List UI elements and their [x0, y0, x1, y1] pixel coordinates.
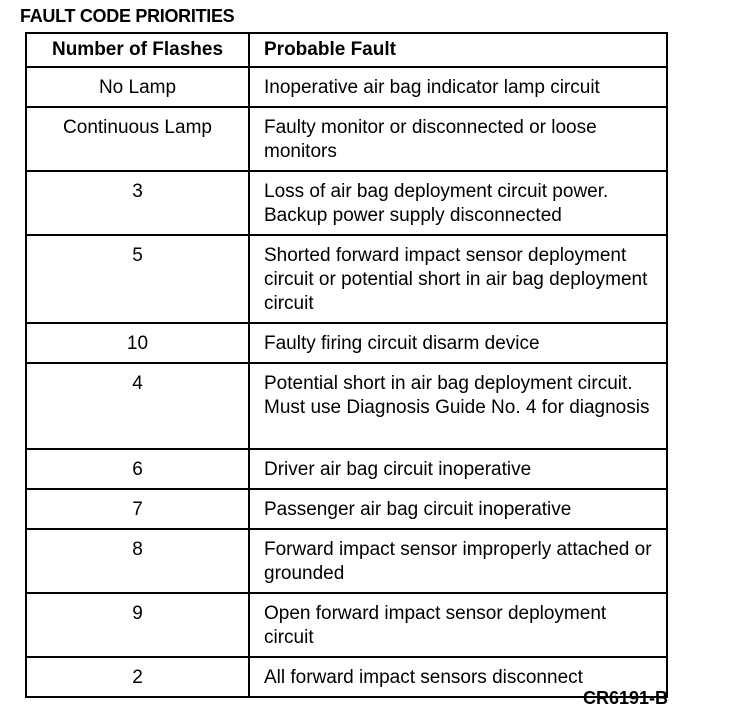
fault-cell: Forward impact sensor improperly attached or grounded: [249, 529, 667, 593]
column-header-flashes: Number of Flashes: [26, 33, 249, 67]
table-row: [26, 67, 667, 107]
table-header-row: [26, 33, 667, 67]
table-row: [26, 323, 667, 363]
page-title: FAULT CODE PRIORITIES: [20, 6, 235, 26]
table-row: [26, 171, 667, 235]
flashes-cell: No Lamp: [26, 67, 249, 107]
fault-cell: Potential short in air bag deployment circuit. Must use Diagnosis Guide No. 4 for diagnosis: [249, 363, 667, 449]
fault-cell: Inoperative air bag indicator lamp circuit: [249, 67, 667, 107]
table-row: [26, 449, 667, 489]
table-row: [26, 235, 667, 323]
table-row: [26, 657, 667, 697]
flashes-cell: 3: [26, 171, 249, 235]
table-row: [26, 107, 667, 171]
flashes-cell: 8: [26, 529, 249, 593]
fault-cell: All forward impact sensors disconnect: [249, 657, 667, 697]
fault-cell: Shorted forward impact sensor deployment circuit or potential short in air bag deployment circuit: [249, 235, 667, 323]
fault-cell: Loss of air bag deployment circuit power. Backup power supply disconnected: [249, 171, 667, 235]
flashes-cell: 7: [26, 489, 249, 529]
flashes-cell: Continuous Lamp: [26, 107, 249, 171]
table-row: [26, 529, 667, 593]
fault-cell: Passenger air bag circuit inoperative: [249, 489, 667, 529]
flashes-cell: 2: [26, 657, 249, 697]
flashes-cell: 5: [26, 235, 249, 323]
flashes-cell: 9: [26, 593, 249, 657]
table-row: [26, 593, 667, 657]
fault-cell: Faulty firing circuit disarm device: [249, 323, 667, 363]
fault-code-table: [25, 32, 668, 698]
fault-cell: Faulty monitor or disconnected or loose monitors: [249, 107, 667, 171]
fault-cell: Driver air bag circuit inoperative: [249, 449, 667, 489]
column-header-fault: Probable Fault: [249, 33, 667, 67]
flashes-cell: 10: [26, 323, 249, 363]
table-row: [26, 363, 667, 449]
fault-cell: Open forward impact sensor deployment circuit: [249, 593, 667, 657]
flashes-cell: 4: [26, 363, 249, 449]
flashes-cell: 6: [26, 449, 249, 489]
figure-code: CR6191-B: [582, 688, 668, 708]
table-row: [26, 489, 667, 529]
